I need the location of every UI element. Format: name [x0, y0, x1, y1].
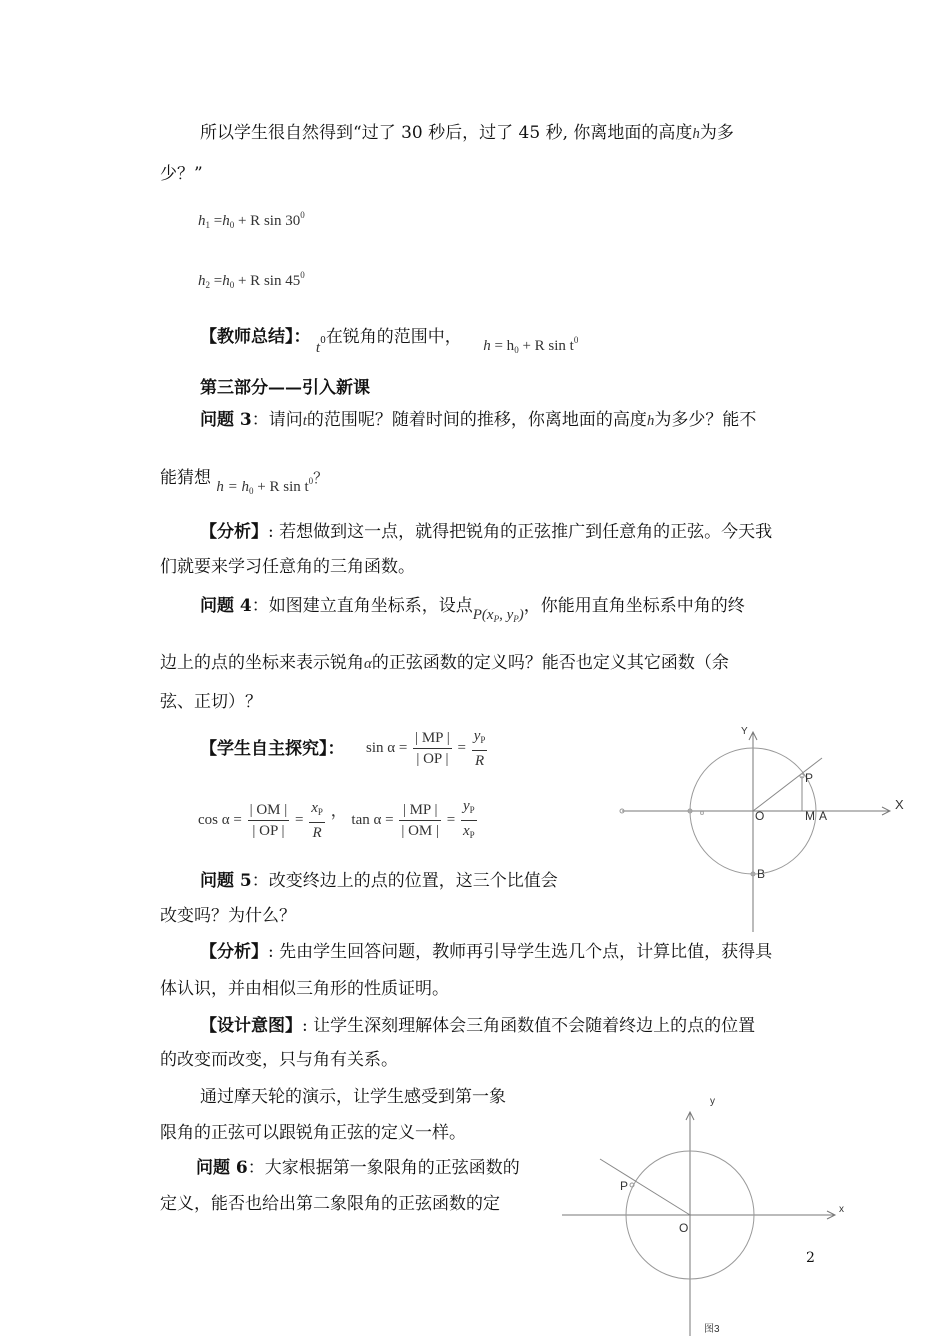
sin-subp: P: [480, 735, 486, 745]
sin-r: R: [474, 753, 485, 769]
q5-text: ：改变终边上的点的位置，这三个比值会: [251, 871, 558, 891]
analysis2-label: 【分析】: [200, 942, 268, 962]
q4-label: 问题 4: [200, 596, 252, 616]
q4-comma: , y: [499, 607, 514, 623]
teacher-text: 在锐角的范围中，: [325, 327, 462, 347]
q4-alpha: α: [364, 656, 372, 672]
q3-qmark: ？: [313, 471, 329, 487]
cos-subp: P: [317, 807, 323, 817]
eq2-plus: + R: [237, 273, 261, 289]
cos-tan-formulas: [198, 796, 479, 845]
q3-label: 问题 3: [200, 410, 252, 430]
tf-rest: + R sin t: [518, 338, 574, 354]
sin-frac2: [472, 726, 488, 771]
teacher-formula: [483, 335, 579, 355]
tan-num: | MP |: [399, 800, 441, 821]
cos-x: x: [311, 800, 318, 816]
caption-fig3: 图3: [704, 1324, 720, 1335]
q3-sub: 0: [249, 486, 254, 496]
eq2-rest: sin 45: [263, 273, 301, 289]
page-number: 2: [806, 1250, 815, 1266]
analysis1-line1: [200, 520, 772, 544]
eq2-eq: =: [213, 273, 223, 289]
sin-y: y: [473, 728, 481, 744]
q4-line2-a: 边上的点的坐标来表示锐角: [160, 653, 364, 673]
eq1-h0: h: [222, 213, 230, 229]
section3-title: 第三部分——引入新课: [200, 378, 370, 398]
tan-eq: =: [446, 812, 456, 828]
tf-h: h: [483, 338, 491, 354]
sin-formula: [366, 726, 489, 771]
sin-den: | OP |: [416, 751, 449, 767]
q3-t: t: [302, 413, 307, 429]
equation-h2: [198, 270, 305, 290]
eq2-sub: 2: [205, 280, 210, 290]
terminal-side-2: [600, 1159, 690, 1215]
cos-eq: =: [295, 812, 304, 828]
ferris-line2: 限角的正弦可以跟锐角正弦的定义一样。: [160, 1123, 466, 1143]
q3-h: h: [646, 413, 655, 429]
eq2-sub0: 0: [229, 280, 235, 290]
design-line2: 的改变而改变，只与角有关系。: [160, 1050, 398, 1070]
eq2-h: h: [198, 273, 206, 289]
q3-formula-h: h = h: [216, 479, 250, 495]
q3-line2: [160, 461, 328, 495]
q5-line2: 改变吗？为什么？: [160, 906, 296, 926]
tf-sub: 0: [514, 345, 519, 355]
q3-deg: 0: [308, 476, 314, 486]
q3-line1: [200, 408, 756, 433]
q5-label: 问题 5: [200, 871, 252, 891]
teacher-label: 【教师总结】：: [200, 327, 311, 347]
q6-text: ：大家根据第一象限角的正弦函数的: [247, 1158, 520, 1178]
label-o: O: [755, 809, 765, 823]
cos-frac1: [248, 800, 290, 841]
analysis1-label: 【分析】: [200, 522, 268, 542]
explore-line1: [200, 737, 345, 761]
tan-subp: P: [469, 805, 475, 815]
q5-line1: [200, 869, 558, 893]
eq2-deg: 0: [300, 270, 305, 280]
tan-label: tan α =: [351, 812, 394, 828]
tan-den: | OM |: [401, 823, 440, 839]
analysis1-line2: 们就要来学习任意角的三角函数。: [160, 557, 415, 577]
cos-den: | OP |: [252, 823, 285, 839]
label-p-2: P: [620, 1179, 629, 1193]
sin-eq: =: [457, 740, 466, 756]
q6-label: 问题 6: [196, 1158, 248, 1178]
tf-deg: 0: [573, 335, 579, 345]
q4-line3: 弦、正切）？: [160, 692, 262, 712]
explore-label: 【学生自主探究】：: [200, 739, 345, 759]
tan-frac1: [399, 800, 441, 841]
tf-eq: = h: [490, 338, 515, 354]
teacher-t: t: [315, 340, 321, 356]
para1-text-b: 为多: [699, 123, 734, 143]
figure-unit-circle: [610, 720, 920, 940]
teacher-summary: [200, 320, 578, 354]
q4-line2-b: 的正弦函数的定义吗？能否也定义其它函数（余: [371, 653, 729, 673]
label-m: M: [805, 809, 815, 823]
q4-point-p: P(x: [472, 607, 494, 623]
label-y: Y: [741, 726, 748, 737]
label-o-2: O: [679, 1221, 689, 1235]
cos-num: | OM |: [248, 800, 290, 821]
cos-label: cos α =: [198, 812, 242, 828]
equation-h1: [198, 210, 305, 230]
analysis2-line2: 体认识，并由相似三角形的性质证明。: [160, 979, 449, 999]
tan-frac2: [461, 796, 477, 845]
eq2-h0: h: [222, 273, 230, 289]
q4-text-a: ：如图建立直角坐标系，设点: [251, 596, 473, 616]
design-line1: [200, 1014, 755, 1038]
teacher-deg: 0: [320, 336, 326, 346]
q4-close: ): [518, 607, 524, 623]
q4-line1: [200, 594, 745, 623]
eq1-h: h: [198, 213, 206, 229]
q3-formula: [216, 476, 314, 496]
q4-sub1: P: [493, 614, 500, 624]
eq1-sub: 1: [205, 220, 210, 230]
sin-num: | MP |: [413, 728, 452, 749]
q3-rest: + R sin t: [253, 479, 309, 495]
label-y-2: y: [710, 1096, 715, 1107]
para1-line2: 少？”: [160, 164, 203, 184]
tan-y: y: [462, 798, 470, 814]
para1-text-a: 所以学生很自然得到“过了 30 秒后，过了 45 秒, 你离地面的高度: [200, 123, 693, 143]
sin-lhs: [366, 740, 407, 756]
q4-text-b: ，你能用直角坐标系中角的终: [523, 596, 745, 616]
q6-line1: [196, 1156, 520, 1180]
eq1-rest: sin 30: [263, 213, 301, 229]
formula-sep: ，: [330, 801, 348, 821]
q3-line2-text: 能猜想: [160, 468, 211, 488]
label-b: B: [757, 867, 766, 881]
ferris-line1: 通过摩天轮的演示，让学生感受到第一象: [200, 1087, 506, 1107]
analysis1-text: : 若想做到这一点，就得把锐角的正弦推广到任意角的正弦。今天我: [268, 522, 773, 542]
label-a: A: [819, 809, 828, 823]
eq1-deg: 0: [300, 210, 305, 220]
q4-point: [473, 607, 524, 623]
q6-line2: 定义，能否也给出第二象限角的正弦函数的定: [160, 1194, 500, 1214]
tan-x: x: [462, 823, 470, 839]
eq1-plus: + R: [237, 213, 261, 229]
eq1-sub0: 0: [229, 220, 235, 230]
label-p: P: [805, 771, 814, 785]
sin-label: sin α =: [366, 740, 408, 756]
var-h: h: [692, 126, 700, 142]
figure-second-quadrant: [560, 1094, 860, 1344]
q3-colon: ：请问: [251, 410, 303, 430]
small-dot: [701, 812, 704, 815]
sin-frac1: [413, 728, 452, 769]
q4-line2: [160, 651, 729, 676]
q4-sub2: P: [513, 614, 519, 624]
q3-text-a: 的范围呢？随着时间的推移，你离地面的高度: [306, 410, 647, 430]
design-label: 【设计意图】: [200, 1016, 302, 1036]
design-text: : 让学生深刻理解体会三角函数值不会随着终边上的点的位置: [302, 1016, 756, 1036]
cos-r: R: [312, 825, 322, 841]
label-x: X: [895, 797, 904, 812]
tan-subp2: P: [469, 830, 475, 840]
eq1-eq: =: [213, 213, 223, 229]
q3-text-b: 为多少？能不: [654, 410, 757, 430]
analysis2-text: : 先由学生回答问题，教师再引导学生选几个点，计算比值，获得具: [268, 942, 773, 962]
para1-line1: [200, 121, 734, 146]
analysis2-line1: [200, 940, 772, 964]
cos-frac2: [309, 798, 325, 843]
label-x-2: x: [839, 1204, 844, 1215]
